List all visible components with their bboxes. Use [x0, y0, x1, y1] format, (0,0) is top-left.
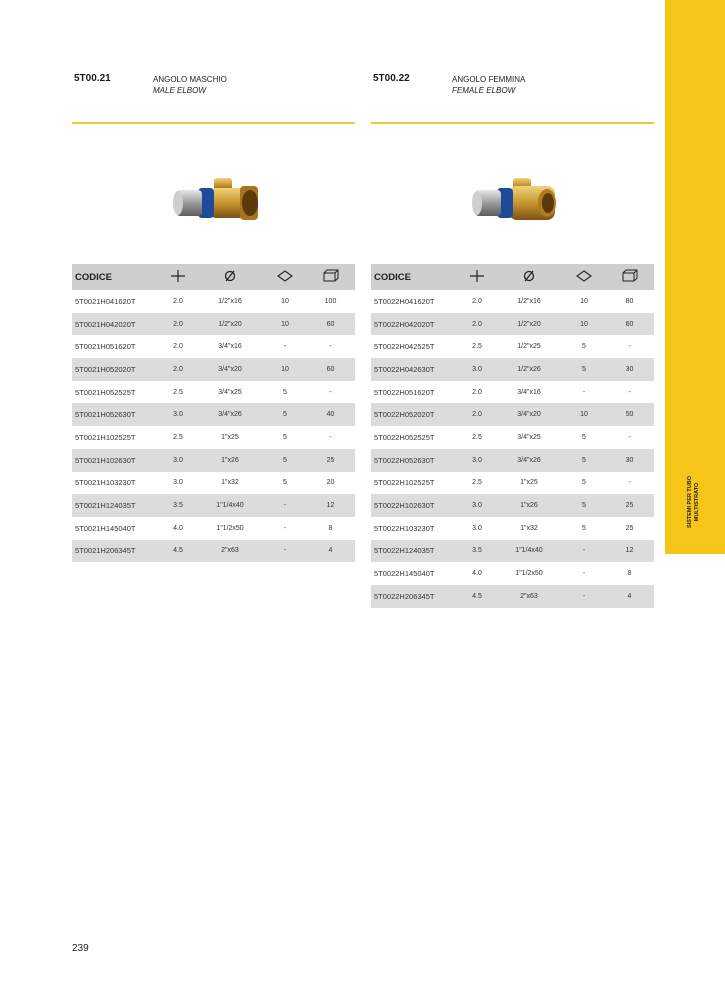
cell-size: 1"x26	[495, 494, 563, 517]
cell-size: 3/4"x20	[196, 358, 264, 381]
cell-thickness: 2.5	[472, 479, 482, 487]
table-row	[371, 562, 654, 585]
cell-box: 4	[605, 585, 654, 608]
column-header-diameter	[196, 264, 264, 290]
product-image	[72, 124, 355, 264]
table-row	[371, 358, 654, 381]
cell-package: -	[264, 494, 306, 517]
column-header-box	[306, 264, 355, 290]
cell-code: 5T0022H042525T	[374, 342, 435, 352]
cell-thickness: 4.5	[459, 585, 495, 608]
table-header-row	[72, 264, 355, 290]
cell-size: 1"1/4x40	[495, 540, 563, 563]
cell-thickness: 3.0	[459, 449, 495, 472]
table-row	[371, 494, 654, 517]
sidebar-tab	[665, 0, 725, 554]
box-icon	[622, 269, 638, 282]
cell-code: 5T0021H052020T	[72, 358, 160, 381]
column-header-box	[605, 264, 654, 290]
column-header-package	[563, 264, 605, 290]
cell-code: 5T0021H102630T	[72, 449, 160, 472]
cell-size: 1"x32	[520, 524, 538, 532]
table-row	[371, 290, 654, 313]
cell-code: 5T0021H102525T	[75, 432, 136, 442]
cell-thickness: 3.0	[160, 449, 196, 472]
cell-box: 60	[306, 358, 355, 381]
cell-thickness: 3.0	[459, 358, 495, 381]
product-names	[452, 74, 525, 96]
cell-box: 20	[326, 479, 335, 487]
cell-box: 25	[605, 494, 654, 517]
page-number: 239	[72, 943, 89, 954]
cell-box: -	[628, 388, 631, 396]
plus-cross-icon	[170, 270, 186, 282]
product-code: 5T00.22	[373, 73, 410, 84]
cell-box: 100	[324, 297, 337, 305]
cell-package: 5	[563, 449, 605, 472]
sidebar-label-line2: MULTISTRATO	[694, 482, 700, 522]
table-row	[72, 403, 355, 426]
cell-package: 5	[563, 494, 605, 517]
cell-thickness: 3.5	[459, 540, 495, 563]
product-section-female-elbow	[371, 72, 654, 608]
cell-package: 5	[283, 433, 287, 441]
table-row	[72, 426, 355, 449]
cell-size: 2"x63	[196, 540, 264, 563]
cell-thickness: 2.0	[160, 313, 196, 336]
cell-size: 1/2"x25	[517, 343, 541, 351]
cell-size: 1/2"x20	[495, 313, 563, 336]
cell-code: 5T0022H102525T	[374, 478, 435, 488]
cell-box: 8	[328, 524, 333, 532]
cell-package: 5	[264, 403, 306, 426]
diameter-icon	[223, 270, 237, 282]
table-row	[371, 449, 654, 472]
table-row	[72, 540, 355, 563]
cell-package: 10	[281, 297, 289, 305]
cell-thickness: 3.0	[173, 479, 183, 487]
cell-package: 10	[264, 313, 306, 336]
product-name-it: ANGOLO MASCHIO	[153, 75, 227, 84]
cell-thickness: 2.5	[173, 388, 183, 396]
cell-thickness: 2.0	[472, 297, 482, 305]
cell-thickness: 2.5	[472, 343, 482, 351]
cell-code: 5T0022H042020T	[371, 313, 459, 336]
female-elbow-fitting-image	[469, 176, 559, 226]
table-row	[72, 358, 355, 381]
cell-size: 2"x63	[495, 585, 563, 608]
cell-code: 5T0022H052020T	[371, 403, 459, 426]
plus-cross-icon	[469, 270, 485, 282]
product-names	[153, 74, 227, 96]
cell-thickness: 3.0	[459, 494, 495, 517]
table-row	[72, 494, 355, 517]
cell-box: 12	[605, 540, 654, 563]
cell-package: 5	[582, 343, 586, 351]
table-row	[72, 290, 355, 313]
cell-package: 10	[563, 403, 605, 426]
cell-box: 12	[306, 494, 355, 517]
cell-code: 5T0022H041620T	[374, 296, 435, 306]
table-row	[371, 335, 654, 358]
sidebar-label-line1: SISTEMI PER TUBO	[687, 476, 693, 528]
cell-size: 1"1/2x50	[216, 524, 244, 532]
cell-thickness: 4.5	[160, 540, 196, 563]
cell-box: 40	[306, 403, 355, 426]
cell-package: 5	[582, 433, 586, 441]
cell-code: 5T0021H042020T	[72, 313, 160, 336]
cell-code: 5T0021H052630T	[72, 403, 160, 426]
cell-size: 1"x32	[221, 479, 239, 487]
table-row	[72, 517, 355, 540]
cell-size: 3/4"x26	[495, 449, 563, 472]
sidebar-label	[687, 476, 701, 528]
cell-package: -	[582, 570, 586, 578]
cell-package: 5	[563, 358, 605, 381]
cell-code: 5T0021H041620T	[75, 296, 136, 306]
cell-package: -	[582, 388, 586, 396]
cell-code: 5T0021H052525T	[75, 387, 136, 397]
cell-box: -	[329, 433, 332, 441]
cell-package: 10	[580, 297, 588, 305]
table-row	[371, 426, 654, 449]
table-row	[72, 313, 355, 336]
cell-code: 5T0021H051620T	[75, 342, 136, 352]
table-row	[371, 540, 654, 563]
product-code: 5T00.21	[74, 73, 111, 84]
cell-code: 5T0022H124035T	[371, 540, 459, 563]
cell-package: 5	[283, 388, 287, 396]
cell-thickness: 4.0	[472, 570, 482, 578]
cell-size: 3/4"x25	[218, 388, 242, 396]
cell-thickness: 2.0	[173, 297, 183, 305]
male-elbow-fitting-image	[170, 176, 260, 226]
diamond-icon	[576, 270, 592, 282]
cell-size: 3/4"x26	[196, 403, 264, 426]
cell-package: -	[563, 540, 605, 563]
cell-size: 3/4"x25	[517, 433, 541, 441]
cell-thickness: 2.5	[472, 433, 482, 441]
cell-size: 3/4"x16	[517, 388, 541, 396]
cell-box: -	[329, 388, 332, 396]
cell-code: 5T0021H124035T	[72, 494, 160, 517]
cell-package: -	[563, 585, 605, 608]
cell-package: -	[283, 343, 287, 351]
product-table	[371, 264, 654, 608]
table-row	[371, 585, 654, 608]
cell-thickness: 3.5	[160, 494, 196, 517]
cell-thickness: 2.0	[472, 388, 482, 396]
table-row	[72, 472, 355, 495]
cell-package: 10	[264, 358, 306, 381]
cell-code: 5T0022H052525T	[374, 432, 435, 442]
cell-thickness: 2.0	[160, 358, 196, 381]
cell-size: 1/2"x16	[218, 297, 242, 305]
cell-code: 5T0021H145040T	[75, 523, 136, 533]
cell-box: 80	[625, 297, 634, 305]
diameter-icon	[522, 270, 536, 282]
product-table	[72, 264, 355, 562]
cell-thickness: 3.0	[472, 524, 482, 532]
cell-thickness: 3.0	[160, 403, 196, 426]
cell-size: 1"x25	[520, 479, 538, 487]
product-name-en: FEMALE ELBOW	[452, 86, 516, 95]
product-header	[72, 72, 355, 122]
cell-package: 5	[264, 449, 306, 472]
cell-thickness: 2.5	[173, 433, 183, 441]
cell-package: -	[283, 524, 287, 532]
cell-size: 1"x26	[196, 449, 264, 472]
column-header-diameter	[495, 264, 563, 290]
column-header-code: CODICE	[371, 264, 459, 290]
cell-box: -	[628, 343, 631, 351]
cell-code: 5T0022H103230T	[374, 523, 435, 533]
table-row	[371, 517, 654, 540]
diamond-icon	[277, 270, 293, 282]
cell-size: 1/2"x26	[495, 358, 563, 381]
product-header	[371, 72, 654, 122]
column-header-package	[264, 264, 306, 290]
cell-package: -	[264, 540, 306, 563]
cell-size: 3/4"x20	[495, 403, 563, 426]
cell-size: 1/2"x16	[517, 297, 541, 305]
table-row	[72, 335, 355, 358]
cell-box: 50	[605, 403, 654, 426]
cell-code: 5T0021H206345T	[72, 540, 160, 563]
cell-thickness: 2.0	[173, 343, 183, 351]
cell-package: 5	[582, 524, 586, 532]
cell-code: 5T0022H042630T	[371, 358, 459, 381]
column-header-thickness	[160, 264, 196, 290]
cell-code: 5T0022H206345T	[371, 585, 459, 608]
cell-box: -	[628, 433, 631, 441]
cell-package: 5	[582, 479, 586, 487]
cell-box: 8	[627, 570, 632, 578]
cell-box: 30	[605, 358, 654, 381]
box-icon	[323, 269, 339, 282]
cell-thickness: 2.0	[459, 313, 495, 336]
table-row	[72, 381, 355, 404]
cell-thickness: 4.0	[173, 524, 183, 532]
cell-size: 1/2"x20	[196, 313, 264, 336]
table-row	[371, 381, 654, 404]
cell-box: 60	[306, 313, 355, 336]
cell-size: 1"1/2x50	[515, 570, 543, 578]
column-header-code: CODICE	[72, 264, 160, 290]
product-section-male-elbow	[72, 72, 355, 562]
cell-box: -	[628, 479, 631, 487]
cell-box: 25	[306, 449, 355, 472]
cell-code: 5T0022H052630T	[371, 449, 459, 472]
column-header-thickness	[459, 264, 495, 290]
cell-box: 30	[605, 449, 654, 472]
cell-box: 60	[605, 313, 654, 336]
cell-code: 5T0022H051620T	[374, 387, 435, 397]
product-name-en: MALE ELBOW	[153, 86, 206, 95]
table-row	[371, 403, 654, 426]
product-image	[371, 124, 654, 264]
cell-size: 1"x25	[221, 433, 239, 441]
table-row	[371, 313, 654, 336]
cell-size: 1"1/4x40	[196, 494, 264, 517]
cell-size: 3/4"x16	[218, 343, 242, 351]
table-row	[371, 472, 654, 495]
product-name-it: ANGOLO FEMMINA	[452, 75, 526, 84]
cell-box: 4	[306, 540, 355, 563]
cell-package: 5	[283, 479, 287, 487]
cell-code: 5T0021H103230T	[75, 478, 136, 488]
cell-code: 5T0022H145040T	[374, 569, 435, 579]
cell-box: 25	[625, 524, 634, 532]
table-header-row	[371, 264, 654, 290]
table-row	[72, 449, 355, 472]
cell-package: 10	[563, 313, 605, 336]
cell-box: -	[329, 343, 332, 351]
cell-thickness: 2.0	[459, 403, 495, 426]
cell-code: 5T0022H102630T	[371, 494, 459, 517]
